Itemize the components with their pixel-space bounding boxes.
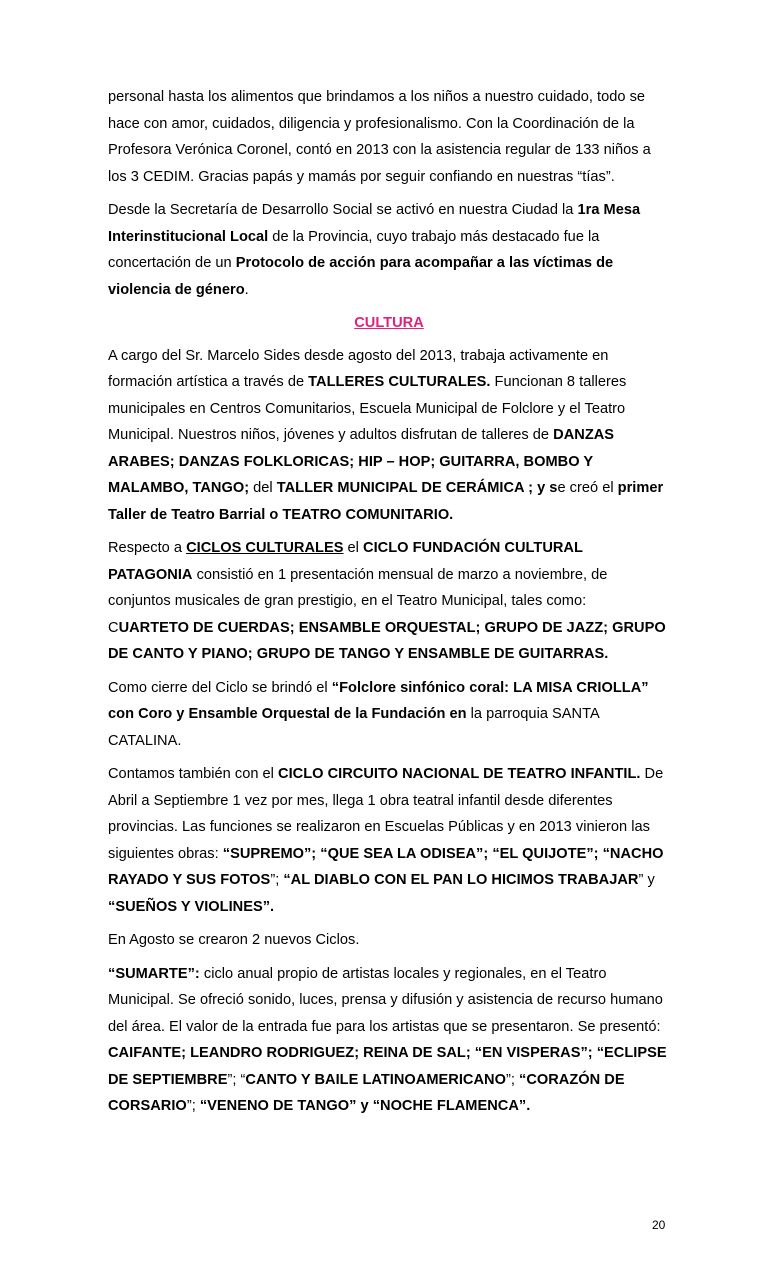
page-number: 20 (652, 1218, 666, 1232)
bold-text: CICLO CIRCUITO NACIONAL DE TEATRO INFANTIL. (278, 766, 641, 782)
text-run: ciclo anual propio de artistas locales y regionales, en el Teatro Municipal. Se ofreció sonido, luces, prensa y difusión y asistencia de recurso humano del área. El valor de la entrada fue para los artistas que se presentaron. Se presentó: (108, 965, 663, 1035)
paragraph-p3 (108, 343, 670, 529)
bold-text: “SUPREMO”; (222, 845, 317, 862)
bold-text: CICLO FUNDACIÓN CULTURAL PATAGONIA (108, 540, 583, 583)
paragraph-p7 (108, 927, 670, 954)
document-page (108, 84, 670, 1127)
bold-text: “SUMARTE”: (108, 965, 200, 982)
paragraph-p1 (108, 84, 670, 190)
section-heading: CULTURA (354, 315, 424, 331)
paragraph-p5 (108, 675, 670, 755)
paragraph-p4 (108, 535, 670, 668)
text-run: . (244, 281, 249, 298)
bold-text: “QUE SEA LA ODISEA”; “EL QUIJOTE”; “NACHO RAYADO Y SUS FOTOS (108, 845, 664, 888)
bold-text: “VENENO DE TANGO” y “NOCHE FLAMENCA”. (199, 1098, 531, 1114)
bold-text: TALLERES CULTURALES. (308, 374, 491, 390)
text-run: la parroquia SANTA CATALINA. (108, 706, 599, 749)
text-run: Contamos también con el (108, 766, 279, 782)
bold-text: DANZAS ARABES; DANZAS FOLKLORICAS; HIP – HOP; GUITARRA, BOMBO Y MALAMBO, TANGO; (108, 427, 615, 496)
paragraph-p2 (108, 197, 670, 303)
text-run: personal hasta los alimentos que brindamos a los niños a nuestro cuidado, todo se hace con amor, cuidados, diligencia y profesionalismo. Con la Coordinación de la Profesora Verónica Coronel, contó en 2013 con la asistencia regular de 133 niños a los 3 CEDIM. Gracias papás y mamás por seguir confiando en nuestras “tías”. (108, 89, 651, 185)
text-run: de la Provincia, cuyo trabajo más destacado fue la concertación de un (108, 228, 600, 271)
text-run: Desde la Secretaría de Desarrollo Social se activó en nuestra Ciudad la (108, 202, 578, 218)
text-run: En Agosto se crearon 2 nuevos Ciclos. (108, 932, 360, 948)
bold-text: TALLER MUNICIPAL DE CERÁMICA ; y s (276, 480, 558, 496)
bold-text: Protocolo de acción para acompañar a las víctimas de violencia de género (108, 255, 614, 298)
bold-text: CAIFANTE; LEANDRO RODRIGUEZ; REINA DE SAL; “EN VISPERAS”; “ECLIPSE DE SEPTIEMBRE (108, 1045, 667, 1088)
text-run: del (249, 480, 277, 496)
paragraph-p8 (108, 961, 670, 1120)
bold-text: primer Taller de Teatro Barrial o TEATRO COMUNITARIO. (108, 480, 664, 523)
bold-text: “SUEÑOS Y VIOLINES”. (108, 898, 275, 915)
text-run: e creó el (557, 480, 618, 496)
paragraph-p6 (108, 761, 670, 920)
text-run: ” y (638, 872, 655, 888)
text-run: Funcionan 8 talleres municipales en Centros Comunitarios, Escuela Municipal de Folclore y el Teatro Municipal. Nuestros niños, jóvenes y adultos disfrutan de talleres de (108, 374, 627, 443)
text-run: ”; (270, 872, 284, 888)
text-run: ”; (505, 1071, 519, 1088)
text-run: ”; (186, 1098, 200, 1114)
bold-text: 1ra Mesa Interinstitucional Local (108, 202, 641, 245)
bold-text: CICLOS CULTURALES (186, 540, 344, 556)
bold-text: “Folclore sinfónico coral: LA MISA CRIOLLA” con Coro y Ensamble Orquestal de la Fundación en (108, 679, 649, 722)
text-run: consistió en 1 presentación mensual de marzo a noviembre, de conjuntos musicales de gran prestigio, en el Teatro Municipal, tales como: C (108, 566, 608, 636)
text-run: el (343, 540, 364, 556)
bold-text: “AL DIABLO CON EL PAN LO HICIMOS TRABAJAR (283, 872, 639, 888)
bold-text: CANTO Y BAILE LATINOAMERICANO (245, 1071, 506, 1088)
text-run: De Abril a Septiembre 1 vez por mes, llega 1 obra teatral infantil desde diferentes provincias. Las funciones se realizaron en Escuelas Públicas y en 2013 vinieron las siguientes obras: (108, 766, 664, 862)
text-run: Respecto a (108, 540, 187, 556)
text-run: ”; “ (227, 1071, 246, 1088)
bold-text: “CORAZÓN DE CORSARIO (108, 1071, 625, 1114)
bold-text: UARTETO DE CUERDAS; ENSAMBLE ORQUESTAL; GRUPO DE JAZZ; GRUPO DE CANTO Y PIANO; GRUPO DE TANGO Y ENSAMBLE DE GUITARRAS. (108, 619, 666, 662)
text-run: A cargo del Sr. Marcelo Sides desde agosto del 2013, trabaja activamente en formación artística a través de (108, 347, 609, 390)
text-run: Como cierre del Ciclo se brindó el (108, 679, 332, 696)
